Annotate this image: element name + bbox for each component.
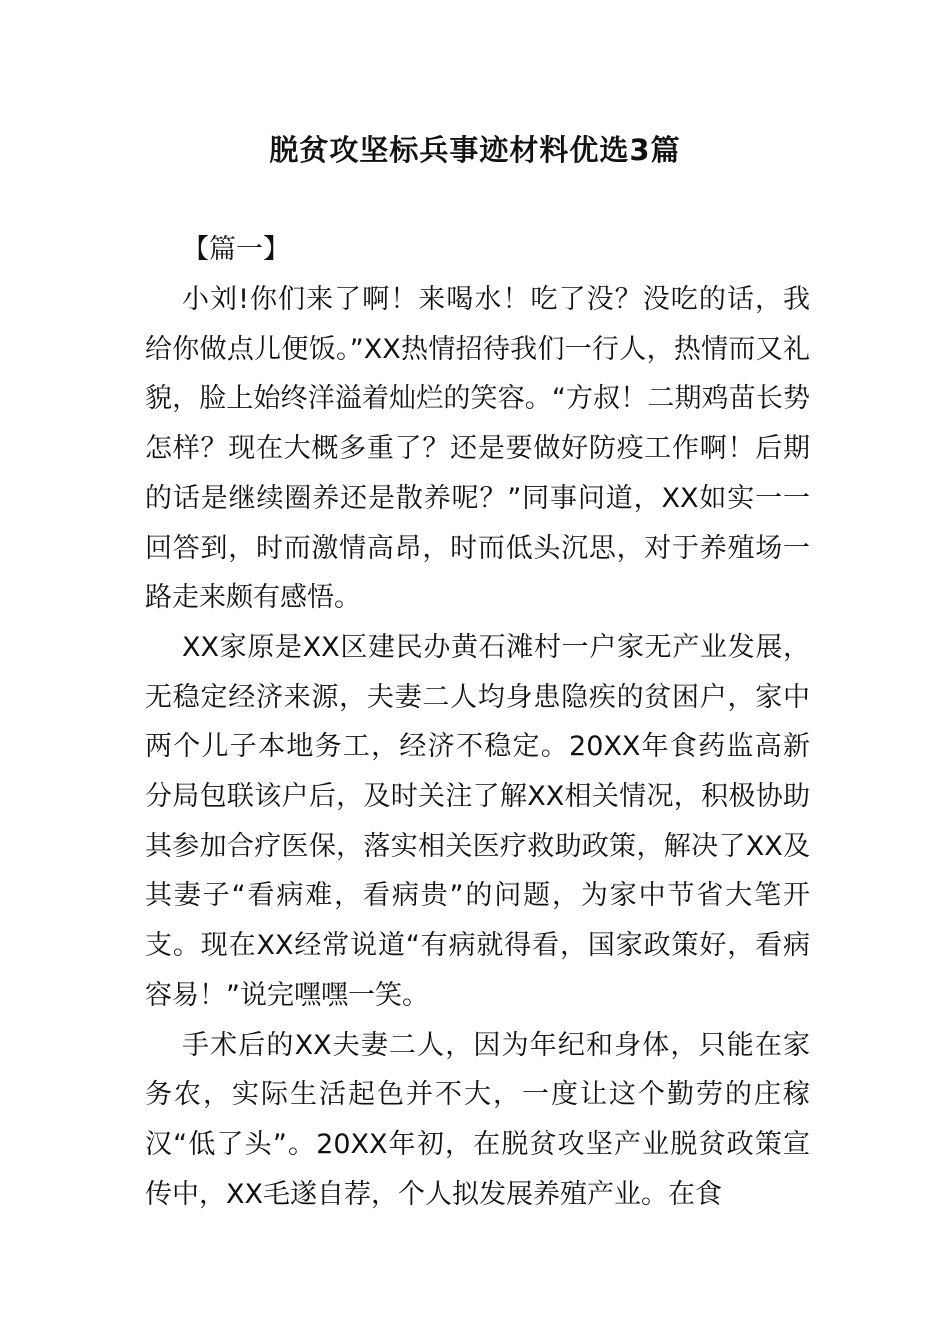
document-body [145,275,810,1219]
paragraph-1: 小刘!你们来了啊！来喝水！吃了没？没吃的话，我给你做点儿便饭。”XX热情招待我们一行人，热情而又礼貌，脸上始终洋溢着灿烂的笑容。“方叔！二期鸡苗长势怎样？现在大概多重了？还是要做好防疫工作啊！后期的话是继续圈养还是散养呢？”同事问道，XX如实一一回答到，时而激情高昂，时而低头沉思，对于养殖场一路走来颇有感悟。 [145,284,810,614]
document-title: 脱贫攻坚标兵事迹材料优选3篇 [269,133,681,167]
paragraph-3: 手术后的XX夫妻二人，因为年纪和身体，只能在家务农，实际生活起色并不大，一度让这个勤劳的庄稼汉“低了头”。20XX年初，在脱贫攻坚产业脱贫政策宣传中，XX毛遂自荐，个人拟发展养殖产业。在食 [145,1029,810,1210]
paragraph-2: XX家原是XX区建民办黄石滩村一户家无产业发展，无稳定经济来源，夫妻二人均身患隐疾的贫困户，家中两个儿子本地务工，经济不稳定。20XX年食药监高新分局包联该户后，及时关注了解XX相关情况，积极协助其参加合疗医保，落实相关医疗救助政策，解决了XX及其妻子“看病难，看病贵”的问题，为家中节省大笔开支。现在XX经常说道“有病就得看，国家政策好，看病容易！”说完嘿嘿一笑。 [145,631,810,1011]
section-label: 【篇一】 [182,234,290,265]
